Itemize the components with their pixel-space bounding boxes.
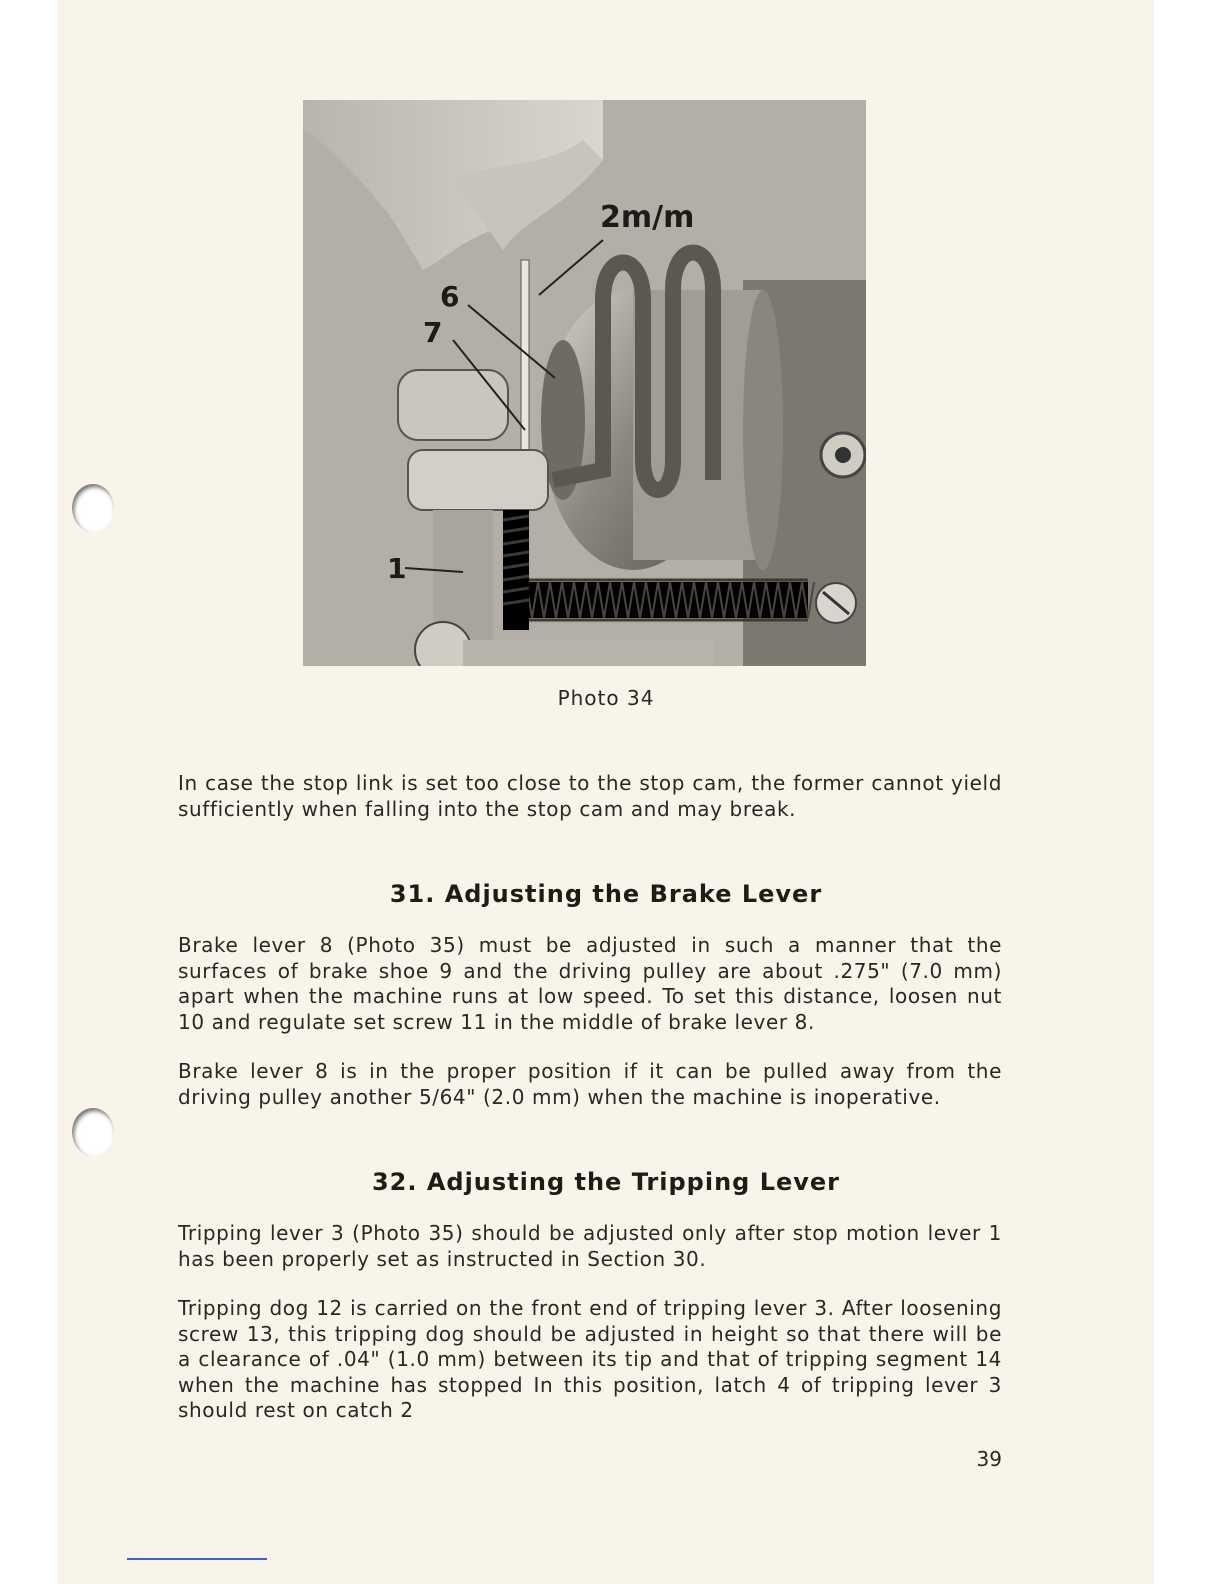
punch-hole-bottom bbox=[72, 1108, 114, 1156]
intro-paragraph: In case the stop link is set too close to the stop cam, the former cannot yield sufficiently when falling into the stop cam and may break. bbox=[178, 771, 1002, 821]
section-31-heading: 31. Adjusting the Brake Lever bbox=[389, 880, 823, 908]
section-31-paragraph-2: Brake lever 8 is in the proper position if it can be pulled away from the driving pulley another 5/64" (2.0 mm) when the machine is inoperative. bbox=[178, 1059, 1002, 1109]
section-32-heading: 32. Adjusting the Tripping Lever bbox=[371, 1168, 841, 1196]
dimension-label: 2m/m bbox=[600, 200, 695, 235]
photo-caption: Photo 34 bbox=[557, 686, 655, 710]
punch-hole-top bbox=[72, 484, 114, 532]
section-32-paragraph-1: Tripping lever 3 (Photo 35) should be adjusted only after stop motion lever 1 has been properly set as instructed in Section 30. bbox=[178, 1221, 1002, 1271]
page-number: 39 bbox=[976, 1447, 1002, 1471]
callout-1: 1 bbox=[387, 552, 407, 585]
photo-34 bbox=[303, 100, 866, 666]
callout-6: 6 bbox=[440, 280, 460, 313]
section-32-paragraph-2: Tripping dog 12 is carried on the front end of tripping lever 3. After loosening screw 13, this tripping dog should be adjusted in height so that there will be a clearance of .04" (1.0 mm) between its tip and that of tripping segment 14 when the machine has stopped In this position, latch 4 of tripping lever 3 should rest on catch 2 bbox=[178, 1296, 1002, 1422]
manual-page bbox=[58, 0, 1154, 1584]
blue-rule-mark bbox=[127, 1558, 267, 1560]
section-31-paragraph-1: Brake lever 8 (Photo 35) must be adjusted in such a manner that the surfaces of brake shoe 9 and the driving pulley are about .275" (7.0 mm) apart when the machine runs at low speed. To set this distance, loosen nut 10 and regulate set screw 11 in the middle of brake lever 8. bbox=[178, 933, 1002, 1034]
callout-7: 7 bbox=[423, 316, 443, 349]
